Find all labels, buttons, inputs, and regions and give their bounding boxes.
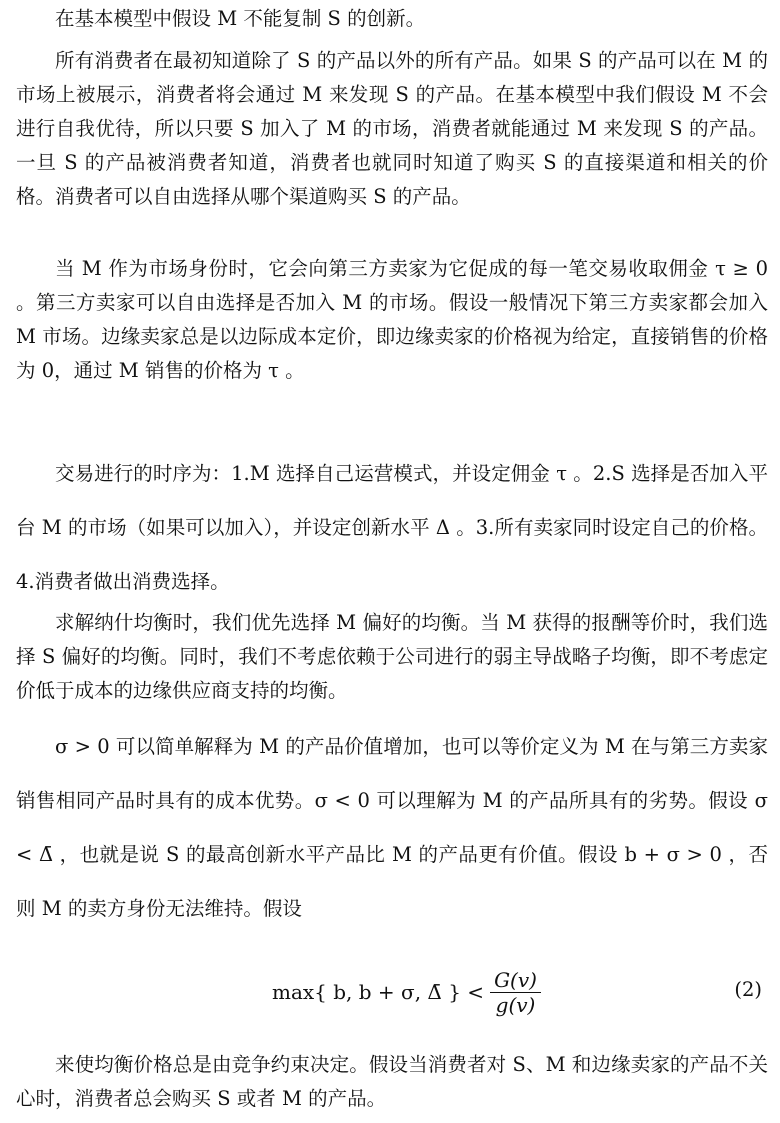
paragraph-6: σ > 0 可以简单解释为 M 的产品价值增加，也可以等价定义为 M 在与第三方卖家销售相同产品时具有的成本优势。σ < 0 可以理解为 M 的产品所具有的劣势。假设 σ < Δ̄ ，也就是说 S 的最高创新水平产品比 M 的产品更有价值。假设 b + σ > 0 ，否则 M 的卖方身份无法维持。假设 bbox=[16, 735, 768, 920]
equation-fraction bbox=[490, 968, 541, 1017]
paragraph-3: 当 M 作为市场身份时，它会向第三方卖家为它促成的每一笔交易收取佣金 τ ≥ 0 。第三方卖家可以自由选择是否加入 M 的市场。假设一般情况下第三方卖家都会加入 M 市场。边缘卖家总是以边际成本定价，即边缘卖家的价格视为给定，直接销售的价格为 0，通过 M 销售的价格为 τ 。 bbox=[16, 257, 768, 382]
equation-body bbox=[272, 962, 541, 1022]
equation-lhs: max{ b, b + σ, Δ̄ } < bbox=[272, 980, 485, 1004]
equation-label: (2) bbox=[734, 978, 762, 1001]
equation-2 bbox=[0, 962, 780, 1022]
paragraph-5: 求解纳什均衡时，我们优先选择 M 偏好的均衡。当 M 获得的报酬等价时，我们选择 S 偏好的均衡。同时，我们不考虑依赖于公司进行的弱主导战略子均衡，即不考虑定价低于成本的边缘供应商支持的均衡。 bbox=[16, 611, 768, 702]
paragraph-4: 交易进行的时序为：1.M 选择自己运营模式，并设定佣金 τ 。2.S 选择是否加入平台 M 的市场（如果可以加入），并设定创新水平 Δ 。3.所有卖家同时设定自己的价格。4.消费者做出消费选择。 bbox=[16, 462, 768, 593]
paragraph-1: 在基本模型中假设 M 不能复制 S 的创新。 bbox=[55, 7, 426, 30]
paragraph-7: 来使均衡价格总是由竞争约束决定。假设当消费者对 S、M 和边缘卖家的产品不关心时，消费者总会购买 S 或者 M 的产品。 bbox=[16, 1053, 768, 1110]
equation-numerator: G(v) bbox=[490, 968, 541, 993]
equation-denominator: g(v) bbox=[495, 992, 536, 1017]
paragraph-2: 所有消费者在最初知道除了 S 的产品以外的所有产品。如果 S 的产品可以在 M 的市场上被展示，消费者将会通过 M 来发现 S 的产品。在基本模型中我们假设 M 不会进行自我优待，所以只要 S 加入了 M 的市场，消费者就能通过 M 来发现 S 的产品。一旦 S 的产品被消费者知道，消费者也就同时知道了购买 S 的直接渠道和相关的价格。消费者可以自由选择从哪个渠道购买 S 的产品。 bbox=[16, 49, 768, 208]
